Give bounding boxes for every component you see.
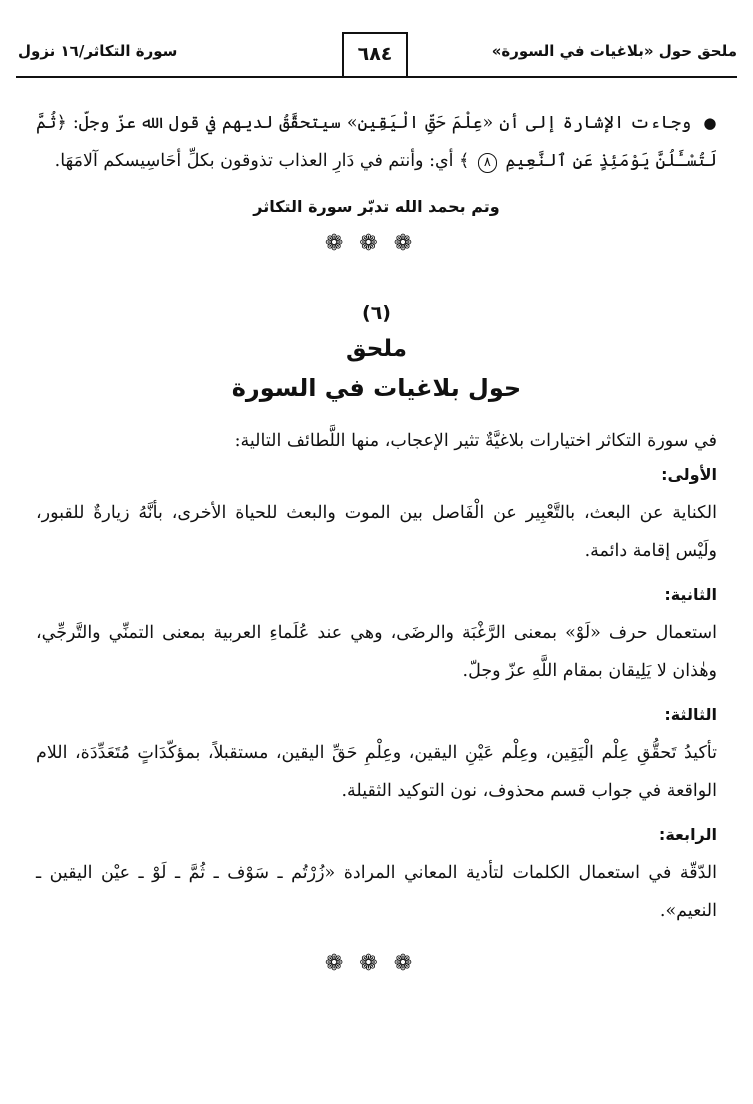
section-heading: الرابعة: — [658, 825, 717, 844]
header-rule — [16, 76, 737, 78]
section-text: تأكيدُ تَحقُّقِ عِلْم الْيَقِين، وعِلْم عَيْنِ اليقين، وعِلْمِ حَقِّ اليقين، مستقبلاً، بمؤكّدَاتٍ مُتَعَدِّدَة، اللام الواقعة في جواب قسم محذوف، نون التوكيد الثقيلة. — [36, 743, 717, 801]
flower-ornament-icon: ❁ — [324, 951, 360, 976]
annex-intro: في سورة التكاثر اختيارات بلاغيَّةٌ تثير الإعجاب، منها اللَّطائف التالية: — [234, 431, 717, 451]
section-fourth — [36, 820, 717, 930]
annex-heading — [36, 296, 717, 408]
section-heading: الثالثة: — [664, 705, 717, 724]
section-first — [36, 460, 717, 570]
page-body — [36, 104, 717, 980]
opening-text-part1: وجاءت الإشارة إلى أن «عِلْمَ حَقِّ الْيَقِين» سيتحقَّقُ لديهم في قول الله عزّ وجلّ: ﴿ثُمَّ لَتُسْـَٔلُنَّ يَوْمَئِذٍ عَنِ ٱلنَّعِيمِ — [36, 113, 717, 171]
bullet-icon: ● — [703, 114, 717, 132]
flower-ornament-icon: ❁ — [359, 951, 394, 976]
section-third — [36, 700, 717, 810]
opening-text-part2: ﴾ أي: وأنتم في دَارِ العذاب تذوقون بكلِّ أحَاسِيسكم آلامَهَا. — [54, 151, 470, 171]
section-text: الكناية عن البعث، بالتَّعْبِير عن الْفَاصل بين الموت والبعث للحياة الأخرى، بأنَّهُ زيارةٌ للقبور، ولَيْس إقامة دائمة. — [36, 503, 717, 561]
section-text: استعمال حرف «لَوْ» بمعنى الرَّغْبَة والرضَى، وهي عند عُلَماءِ العربية بمعنى التمنِّي والتَّرجِّي، وهٰذان لا يَلِيقان بمقام اللَّهِ عزّ وجلّ. — [36, 623, 717, 681]
ornament-divider-bottom — [36, 948, 717, 980]
page-number: ٦٨٤ — [342, 32, 408, 76]
opening-paragraph — [36, 104, 717, 180]
annex-number: (٦) — [362, 302, 391, 324]
flower-ornament-icon: ❁ — [393, 951, 429, 976]
section-second — [36, 580, 717, 690]
aya-number-badge: ٨ — [478, 153, 497, 173]
header-title: ملحق حول «بلاغيات في السورة» — [491, 42, 737, 60]
closing-line: وتم بحمد الله تدبّر سورة التكاثر — [253, 197, 500, 216]
annex-title: حول بلاغيات في السورة — [231, 374, 522, 402]
flower-ornament-icon: ❁ — [324, 231, 360, 256]
ornament-divider-top — [36, 228, 717, 260]
section-text: الدّقّة في استعمال الكلمات لتأدية المعاني المرادة «زُرْتُم ـ سَوْف ـ ثُمَّ ـ لَوْ ـ عيْن اليقين ـ النعيم». — [36, 863, 717, 921]
annex-label: ملحق — [346, 336, 407, 362]
section-heading: الأولى: — [661, 465, 717, 484]
flower-ornament-icon: ❁ — [359, 231, 394, 256]
header-sura-label: سورة التكاثر/١٦ نزول — [18, 42, 178, 60]
flower-ornament-icon: ❁ — [393, 231, 429, 256]
section-heading: الثانية: — [664, 585, 717, 604]
running-header — [16, 32, 737, 80]
